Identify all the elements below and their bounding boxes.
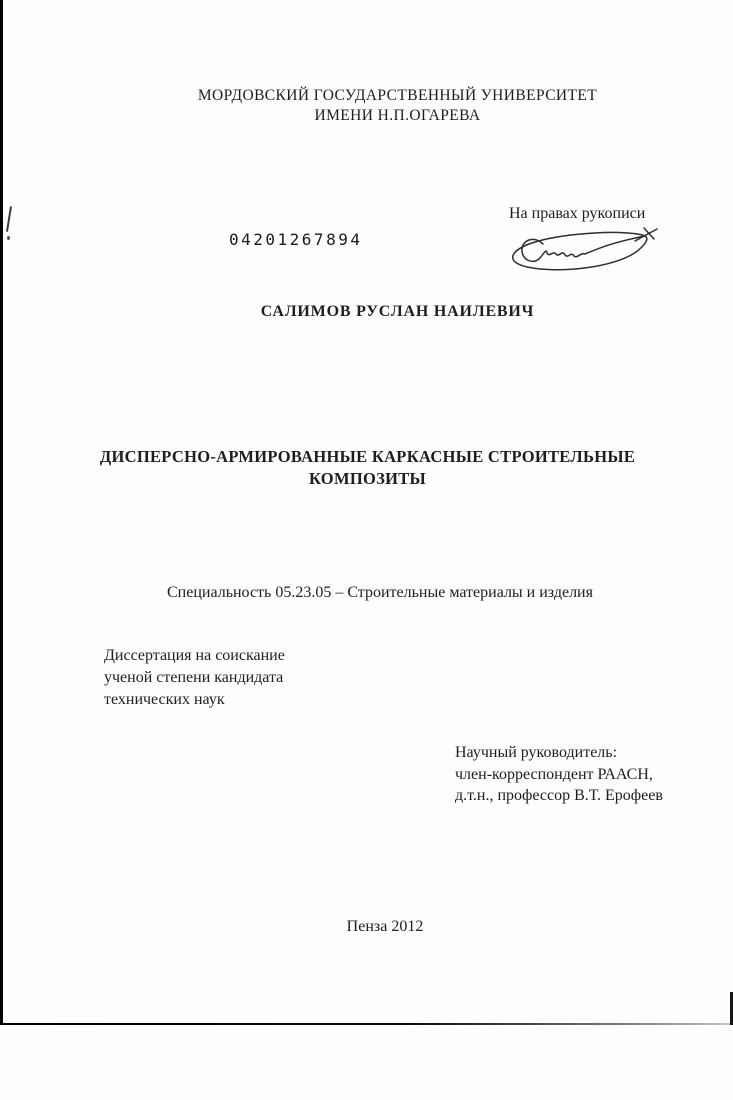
manuscript-rights-note: На правах рукописи	[509, 205, 646, 222]
city-year: Пенза 2012	[346, 918, 424, 935]
statement-line-3: технических наук	[104, 691, 225, 708]
scan-stray-pen-mark	[6, 206, 12, 232]
signature-icon	[503, 224, 663, 284]
university-header	[95, 86, 700, 125]
author-name: САЛИМОВ РУСЛАН НАИЛЕВИЧ	[260, 303, 535, 320]
advisor-line-2: член-корреспондент РААСН,	[455, 765, 653, 783]
specialty-line: Специальность 05.23.05 – Строительные материалы и изделия	[167, 584, 593, 601]
statement-line-1: Диссертация на соискание	[104, 647, 285, 664]
advisor-line-3: д.т.н., профессор В.Т. Ерофеев	[455, 787, 663, 804]
scan-stray-dot	[7, 236, 10, 240]
title-line2: КОМПОЗИТЫ	[308, 469, 427, 488]
dissertation-statement	[104, 645, 285, 711]
university-name-line2: ИМЕНИ Н.П.ОГАРЕВА	[314, 106, 481, 124]
advisor-line-1: Научный руководитель:	[455, 744, 618, 761]
university-name-line1: МОРДОВСКИЙ ГОСУДАРСТВЕННЫЙ УНИВЕРСИТЕТ	[197, 87, 598, 104]
statement-line-2: ученой степени кандидата	[104, 669, 284, 686]
advisor-block	[455, 742, 663, 807]
scan-left-edge	[0, 0, 3, 1025]
registration-number: 04201267894	[229, 230, 363, 249]
dissertation-title	[60, 446, 675, 490]
title-line1: ДИСПЕРСНО-АРМИРОВАННЫЕ КАРКАСНЫЕ СТРОИТЕЛЬНЫЕ	[99, 447, 636, 466]
scan-bottom-line	[0, 1023, 733, 1025]
